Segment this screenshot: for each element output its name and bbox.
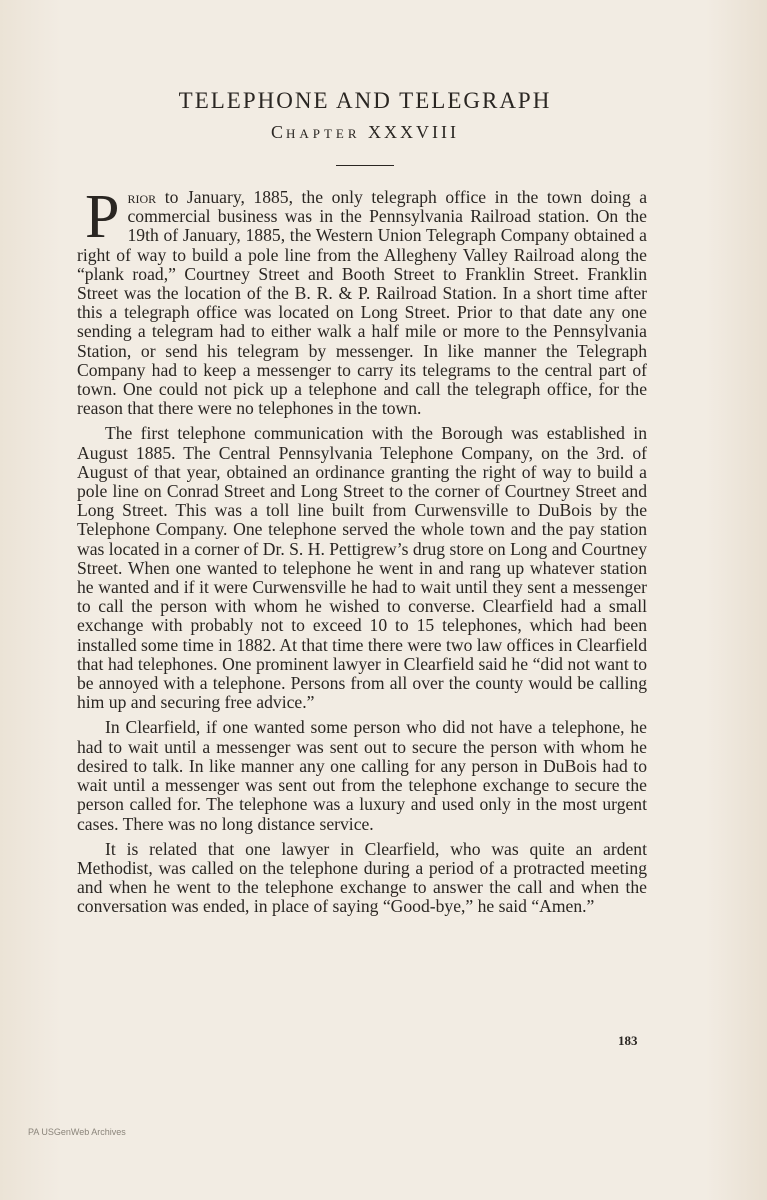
paragraph-1-text: to January, 1885, the only telegraph office in the town doing a commercial business was in the Pennsylvania Railroad station. On the 19th of January, 1885, the Western Union Telegraph Company obtained a right of way to build a pole line from the Allegheny Valley Railroad along the “plank road,” Courtney Street and Booth Street to Franklin Street. Franklin Street was the location of the B. R. & P. Railroad Station. In a short time after this a telegraph office was located on Long Street. Prior to that date any one sending a telegram had to either walk a half mile or more to the Pennsylvania Station, or send his telegram by messenger. In like manner the Telegraph Company had to keep a messenger to carry its telegrams to the central part of town. One could not pick up a telephone and call the telegraph office, for the reason that there were no telephones in the town. [77, 187, 647, 419]
chapter-label-initial: C [270, 122, 286, 142]
chapter-label-rest: HAPTER [285, 126, 361, 141]
paragraph-3: In Clearfield, if one wanted some person who did not have a telephone, he had to wait until a messenger was sent out to secure the person with whom he desired to talk. In like manner any one calling for any person in DuBois had to wait until a messenger was sent out from the telephone exchange to secure the person called for. The telephone was a luxury and used only in the most urgent cases. There was no long distance service. [77, 717, 647, 834]
chapter-title: TELEPHONE AND TELEGRAPH [178, 88, 552, 113]
page-number: 183 [618, 1033, 638, 1048]
paragraph-4: It is related that one lawyer in Clearfield, who was quite an ardent Methodist, was called on the telephone during a period of a protracted meeting and when he went to the telephone exchange to answer the call and when the conversation was ended, in place of saying “Good-bye,” he said “Amen.” [77, 838, 647, 917]
title-divider [336, 165, 394, 166]
paragraph-1 [77, 183, 647, 419]
paragraph-2: The first telephone communication with the Borough was established in August 1885. The Central Pennsylvania Telephone Company, on the 3rd. of August of that year, obtained an ordinance granting the right of way to build a pole line on Conrad Street and Long Street to the corner of Courtney Street and Long Street. This was a toll line built from Curwensville to DuBois by the Telephone Company. One telephone served the whole town and the pay station was located in a corner of Dr. S. H. Pettigrew’s drug store on Long and Courtney Street. When one wanted to telephone he went in and rang up whatever station he wanted and if it were Curwensville he had to wait until they sent a messenger to call the person with whom he wished to converse. Clearfield had a small exchange with probably not to exceed 10 to 15 telephones, which had been installed some time in 1882. At that time there were two law offices in Clearfield that had telephones. One prominent lawyer in Clearfield said he “did not want to be annoyed with a telephone. Persons from all over the county would be calling him up and securing free advice.” [77, 423, 647, 713]
paragraph-1-lead: rior [127, 187, 157, 207]
chapter-number [0, 122, 730, 143]
chapter-roman-numeral: XXXVIII [368, 122, 460, 142]
body-text [77, 183, 647, 923]
drop-cap: P [85, 183, 120, 251]
archive-watermark: PA USGenWeb Archives [28, 1127, 126, 1137]
